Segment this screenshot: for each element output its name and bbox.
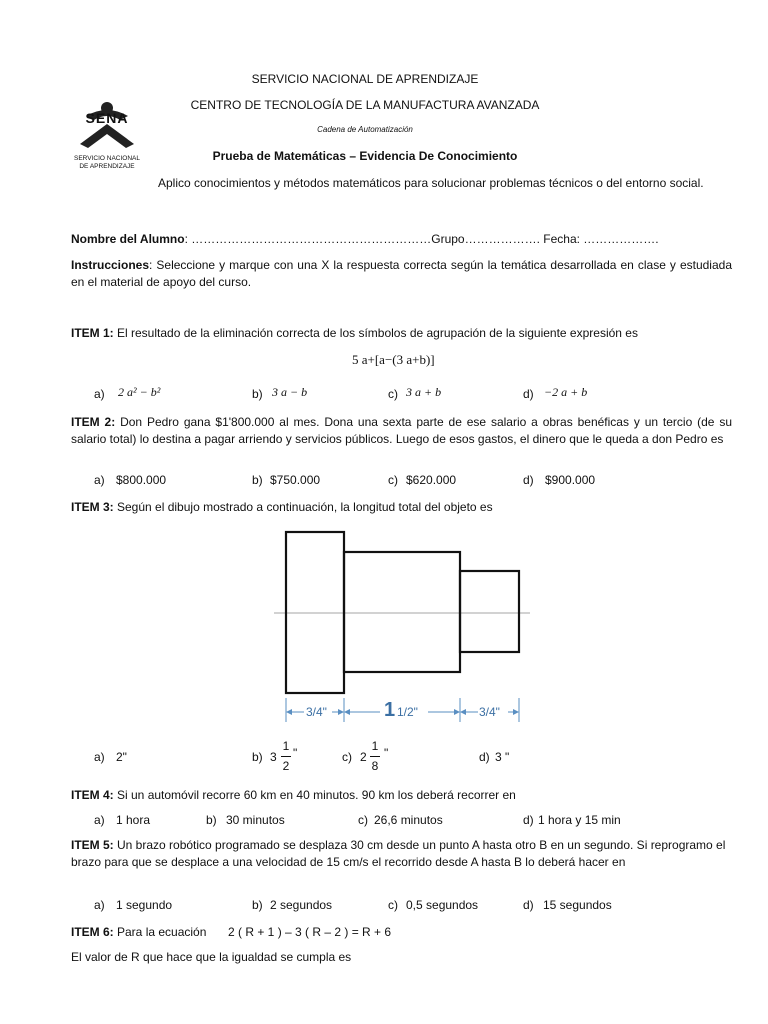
student-info-line: [71, 232, 659, 246]
item3-answer-b-num: 1: [282, 739, 290, 753]
item1-label: ITEM 1:: [71, 326, 114, 340]
item2-option-b[interactable]: b): [252, 473, 263, 487]
dim-left-label: 3/4": [306, 705, 327, 719]
item4-option-b[interactable]: b): [206, 813, 217, 827]
item4-answer-c: 26,6 minutos: [374, 813, 443, 827]
item2-option-a[interactable]: a): [94, 473, 105, 487]
item5-option-a[interactable]: a): [94, 898, 105, 912]
item5-question: [71, 837, 732, 871]
item4-label: ITEM 4:: [71, 788, 114, 802]
item1-text: El resultado de la eliminación correcta de los símbolos de agrupación de la siguiente expresión es: [113, 326, 638, 340]
item4-answer-a: 1 hora: [116, 813, 151, 827]
page-subtitle: Aplico conocimientos y métodos matemáticos para solucionar problemas técnicos o del entorno social.: [158, 176, 704, 190]
dim-mid-label-small: 1/2": [397, 705, 418, 719]
item1-answer-d: −2 a + b: [544, 385, 588, 399]
logo-caption-1: SERVICIO NACIONAL: [74, 155, 140, 162]
item2-text: Don Pedro gana $1'800.000 al mes. Dona una sexta parte de ese salario a obras benéficas y un tercio (de su salario total) lo destina a pagar arriendo y servicios públicos. Luego de esos gastos, el dinero que le queda a don Pedro es: [71, 415, 732, 446]
shaft-drawing-svg: [268, 528, 538, 728]
item2-option-c[interactable]: c): [388, 473, 398, 487]
item3-answer-a: 2": [116, 750, 127, 764]
item5-label: ITEM 5:: [71, 838, 114, 852]
item3-question: [71, 500, 493, 514]
item3-answer-d: 3 ": [495, 750, 510, 764]
item1-answer-b: 3 a − b: [272, 385, 308, 399]
instructions-text: : Seleccione y marque con una X la respuesta correcta según la temática desarrollada en clase y estudiada en el material de apoyo del curso.: [71, 258, 732, 289]
logo-text: SENA: [85, 110, 129, 126]
item1-answer-a: 2 a² − b²: [118, 385, 161, 399]
item3-option-d[interactable]: d): [479, 750, 490, 764]
item1-option-c[interactable]: c): [388, 387, 398, 401]
student-name-label: Nombre del Alumno: [71, 232, 185, 246]
dim-mid-label-big: 1: [384, 699, 396, 721]
item3-answer-b-whole: 3: [270, 750, 277, 764]
item3-text: Según el dibujo mostrado a continuación, la longitud total del objeto es: [113, 500, 493, 514]
item5-answer-a: 1 segundo: [116, 898, 173, 912]
item3-answer-c-whole: 2: [360, 750, 367, 764]
item4-question: [71, 788, 516, 802]
item3-answer-c-num: 1: [371, 739, 379, 753]
item3-answer-c-den: 8: [371, 759, 379, 773]
item6-equation: 2 ( R + 1 ) – 3 ( R – 2 ) = R + 6: [228, 925, 392, 939]
item2-answer-c: $620.000: [406, 473, 457, 487]
item4-answer-b: 30 minutos: [226, 813, 285, 827]
item5-answer-c: 0,5 segundos: [406, 898, 479, 912]
item2-question: [71, 414, 732, 448]
item5-option-c[interactable]: c): [388, 898, 398, 912]
item1-option-a[interactable]: a): [94, 387, 105, 401]
instructions: [71, 257, 732, 291]
item4-option-d[interactable]: d): [523, 813, 534, 827]
item6-text: Para la ecuación: [113, 925, 207, 939]
item6-followup: El valor de R que hace que la igualdad se cumpla es: [71, 950, 352, 964]
shaft-right-section: [460, 571, 519, 652]
item4-answer-d: 1 hora y 15 min: [538, 813, 621, 827]
item5-option-d[interactable]: d): [523, 898, 534, 912]
item3-option-b[interactable]: b): [252, 750, 263, 764]
item4-option-a[interactable]: a): [94, 813, 105, 827]
dim-right-label: 3/4": [479, 705, 500, 719]
item5-answer-d: 15 segundos: [543, 898, 612, 912]
instructions-label: Instrucciones: [71, 258, 150, 272]
logo-caption-2: DE APRENDIZAJE: [79, 163, 135, 170]
item2-answer-a: $800.000: [116, 473, 167, 487]
item5-option-b[interactable]: b): [252, 898, 263, 912]
sena-logo: [66, 100, 148, 174]
item4-text: Si un automóvil recorre 60 km en 40 minutos. 90 km los deberá recorrer en: [113, 788, 516, 802]
item6-question: [71, 925, 206, 939]
item1-expression: 5 a+[a−(3 a+b)]: [352, 352, 435, 367]
shaft-middle-section: [344, 552, 460, 672]
item1-option-b[interactable]: b): [252, 387, 263, 401]
item2-answer-d: $900.000: [545, 473, 596, 487]
item3-answer-b-den: 2: [282, 759, 290, 773]
date-label: Fecha: ……………….: [543, 232, 659, 246]
page-title: Prueba de Matemáticas – Evidencia De Conocimiento: [212, 149, 518, 163]
item2-label: ITEM 2:: [71, 415, 116, 429]
shaft-left-section: [286, 532, 344, 693]
item3-answer-b-bar: [281, 756, 291, 757]
item1-option-d[interactable]: d): [523, 387, 534, 401]
header-line-2: CENTRO DE TECNOLOGÍA DE LA MANUFACTURA AVANZADA: [190, 98, 540, 112]
item5-text: Un brazo robótico programado se desplaza 30 cm desde un punto A hasta otro B en un segundo. Si reprogramo el brazo para que se desplace a una velocidad de 15 cm/s el recorrido desde A hasta B lo deberá hacer en: [71, 838, 726, 869]
group-label: Grupo……………….: [431, 232, 540, 246]
item1-question: [71, 326, 638, 340]
shaft-drawing: [268, 528, 538, 728]
item3-label: ITEM 3:: [71, 500, 114, 514]
student-name-dots: : ……………………………………………………: [184, 232, 432, 246]
item3-answer-c-unit: ": [384, 746, 389, 760]
item2-answer-b: $750.000: [270, 473, 321, 487]
item3-option-c[interactable]: c): [342, 750, 352, 764]
item6-label: ITEM 6:: [71, 925, 114, 939]
item3-option-a[interactable]: a): [94, 750, 105, 764]
item1-answer-c: 3 a + b: [406, 385, 442, 399]
item4-option-c[interactable]: c): [358, 813, 368, 827]
item2-option-d[interactable]: d): [523, 473, 534, 487]
item3-answer-c-bar: [370, 756, 380, 757]
header-line-3: Cadena de Automatización: [317, 125, 413, 134]
header-line-1: SERVICIO NACIONAL DE APRENDIZAJE: [251, 72, 479, 86]
item5-answer-b: 2 segundos: [270, 898, 333, 912]
item3-answer-b-unit: ": [293, 746, 298, 760]
